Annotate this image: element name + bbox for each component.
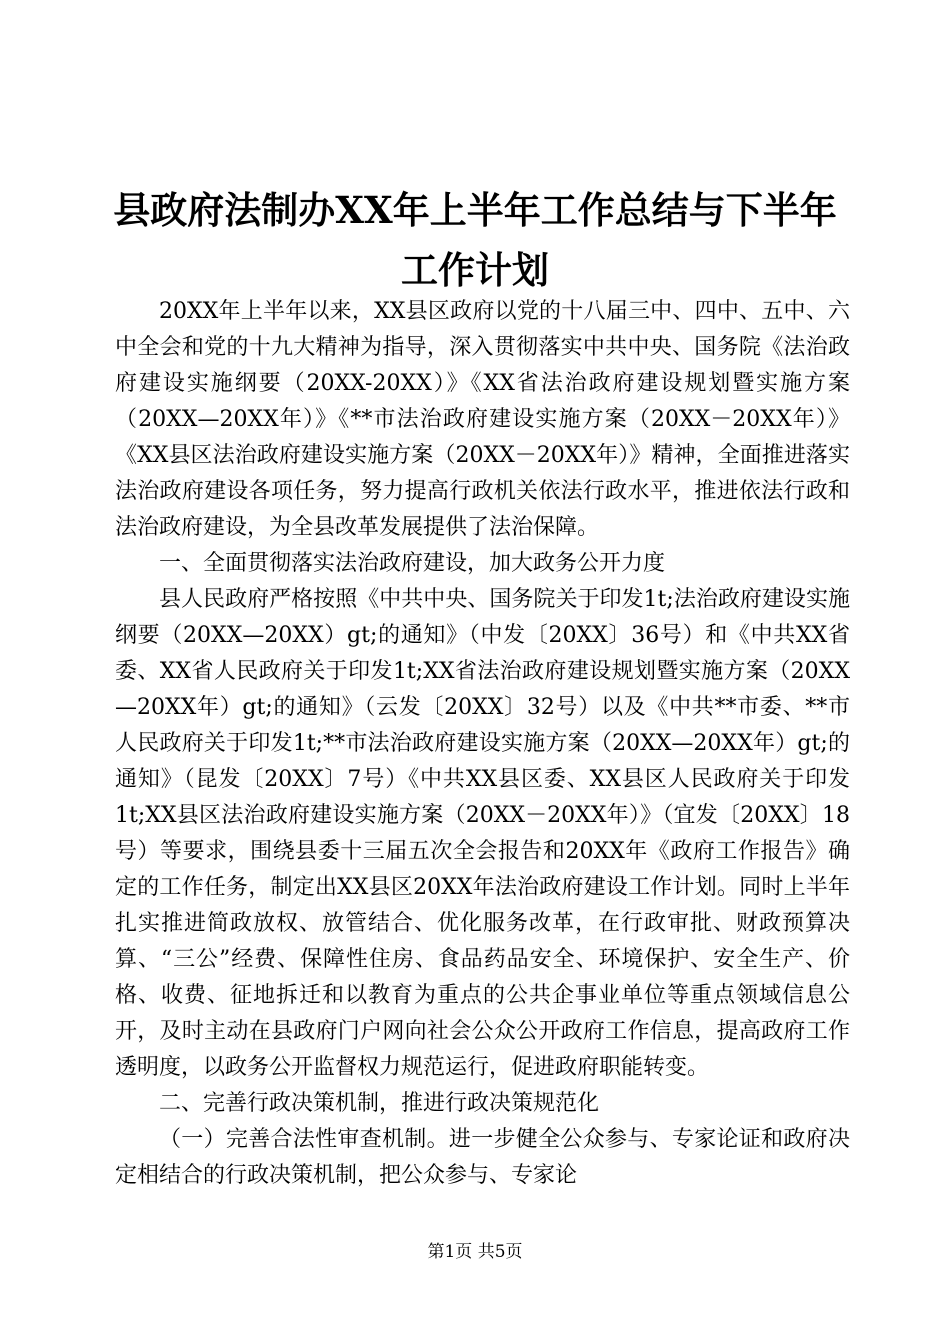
document-title-line-2: 工作计划 (401, 248, 549, 292)
paragraph-subsection-1: （一）完善合法性审查机制。进一步健全公众参与、专家论证和政府决定相结合的行政决策机制，把公众参与、专家论 (115, 1127, 850, 1188)
page-footer: 第1页 共5页 (427, 1242, 523, 1262)
document-body (115, 294, 850, 1194)
document-title-line-1: 县政府法制办XX年上半年工作总结与下半年 (113, 188, 837, 232)
section-heading-2: 二、完善行政决策机制，推进行政决策规范化 (159, 1091, 600, 1116)
paragraph-section-1: 县人民政府严格按照《中共中央、国务院关于印发1t;法治政府建设实施纲要（20XX—20XX）gt;的通知》（中发〔20XX〕36号）和《中共XX省委、XX省人民政府关于印发1t;XX省法治政府建设规划暨实施方案（20XX—20XX年）gt;的通知》（云发〔20XX〕32号）以及《中共**市委、**市人民政府关于印发1t;**市法治政府建设实施方案（20XX—20XX年）gt;的通知》（昆发〔20XX〕7号）《中共XX县区委、XX县区人民政府关于印发1t;XX县区法治政府建设实施方案（20XX－20XX年）》（宜发〔20XX〕18号）等要求，围绕县委十三届五次全会报告和20XX年《政府工作报告》确定的工作任务，制定出XX县区20XX年法治政府建设工作计划。同时上半年扎实推进简政放权、放管结合、优化服务改革，在行政审批、财政预算决算、“三公”经费、保障性住房、食品药品安全、环境保护、安全生产、价格、收费、征地拆迁和以教育为重点的公共企事业单位等重点领域信息公开，及时主动在县政府门户网向社会公众公开政府工作信息，提高政府工作透明度，以政务公开监督权力规范运行，促进政府职能转变。 (115, 587, 850, 1080)
section-heading-1: 一、全面贯彻落实法治政府建设，加大政务公开力度 (159, 551, 666, 576)
paragraph-intro: 20XX年上半年以来，XX县区政府以党的十八届三中、四中、五中、六中全会和党的十九大精神为指导，深入贯彻落实中共中央、国务院《法治政府建设实施纲要（20XX-20XX）》《XX省法治政府建设规划暨实施方案（20XX—20XX年）》《**市法治政府建设实施方案（20XX－20XX年）》《XX县区法治政府建设实施方案（20XX－20XX年）》精神，全面推进落实法治政府建设各项任务，努力提高行政机关依法行政水平，推进依法行政和法治政府建设，为全县改革发展提供了法治保障。 (115, 299, 850, 540)
